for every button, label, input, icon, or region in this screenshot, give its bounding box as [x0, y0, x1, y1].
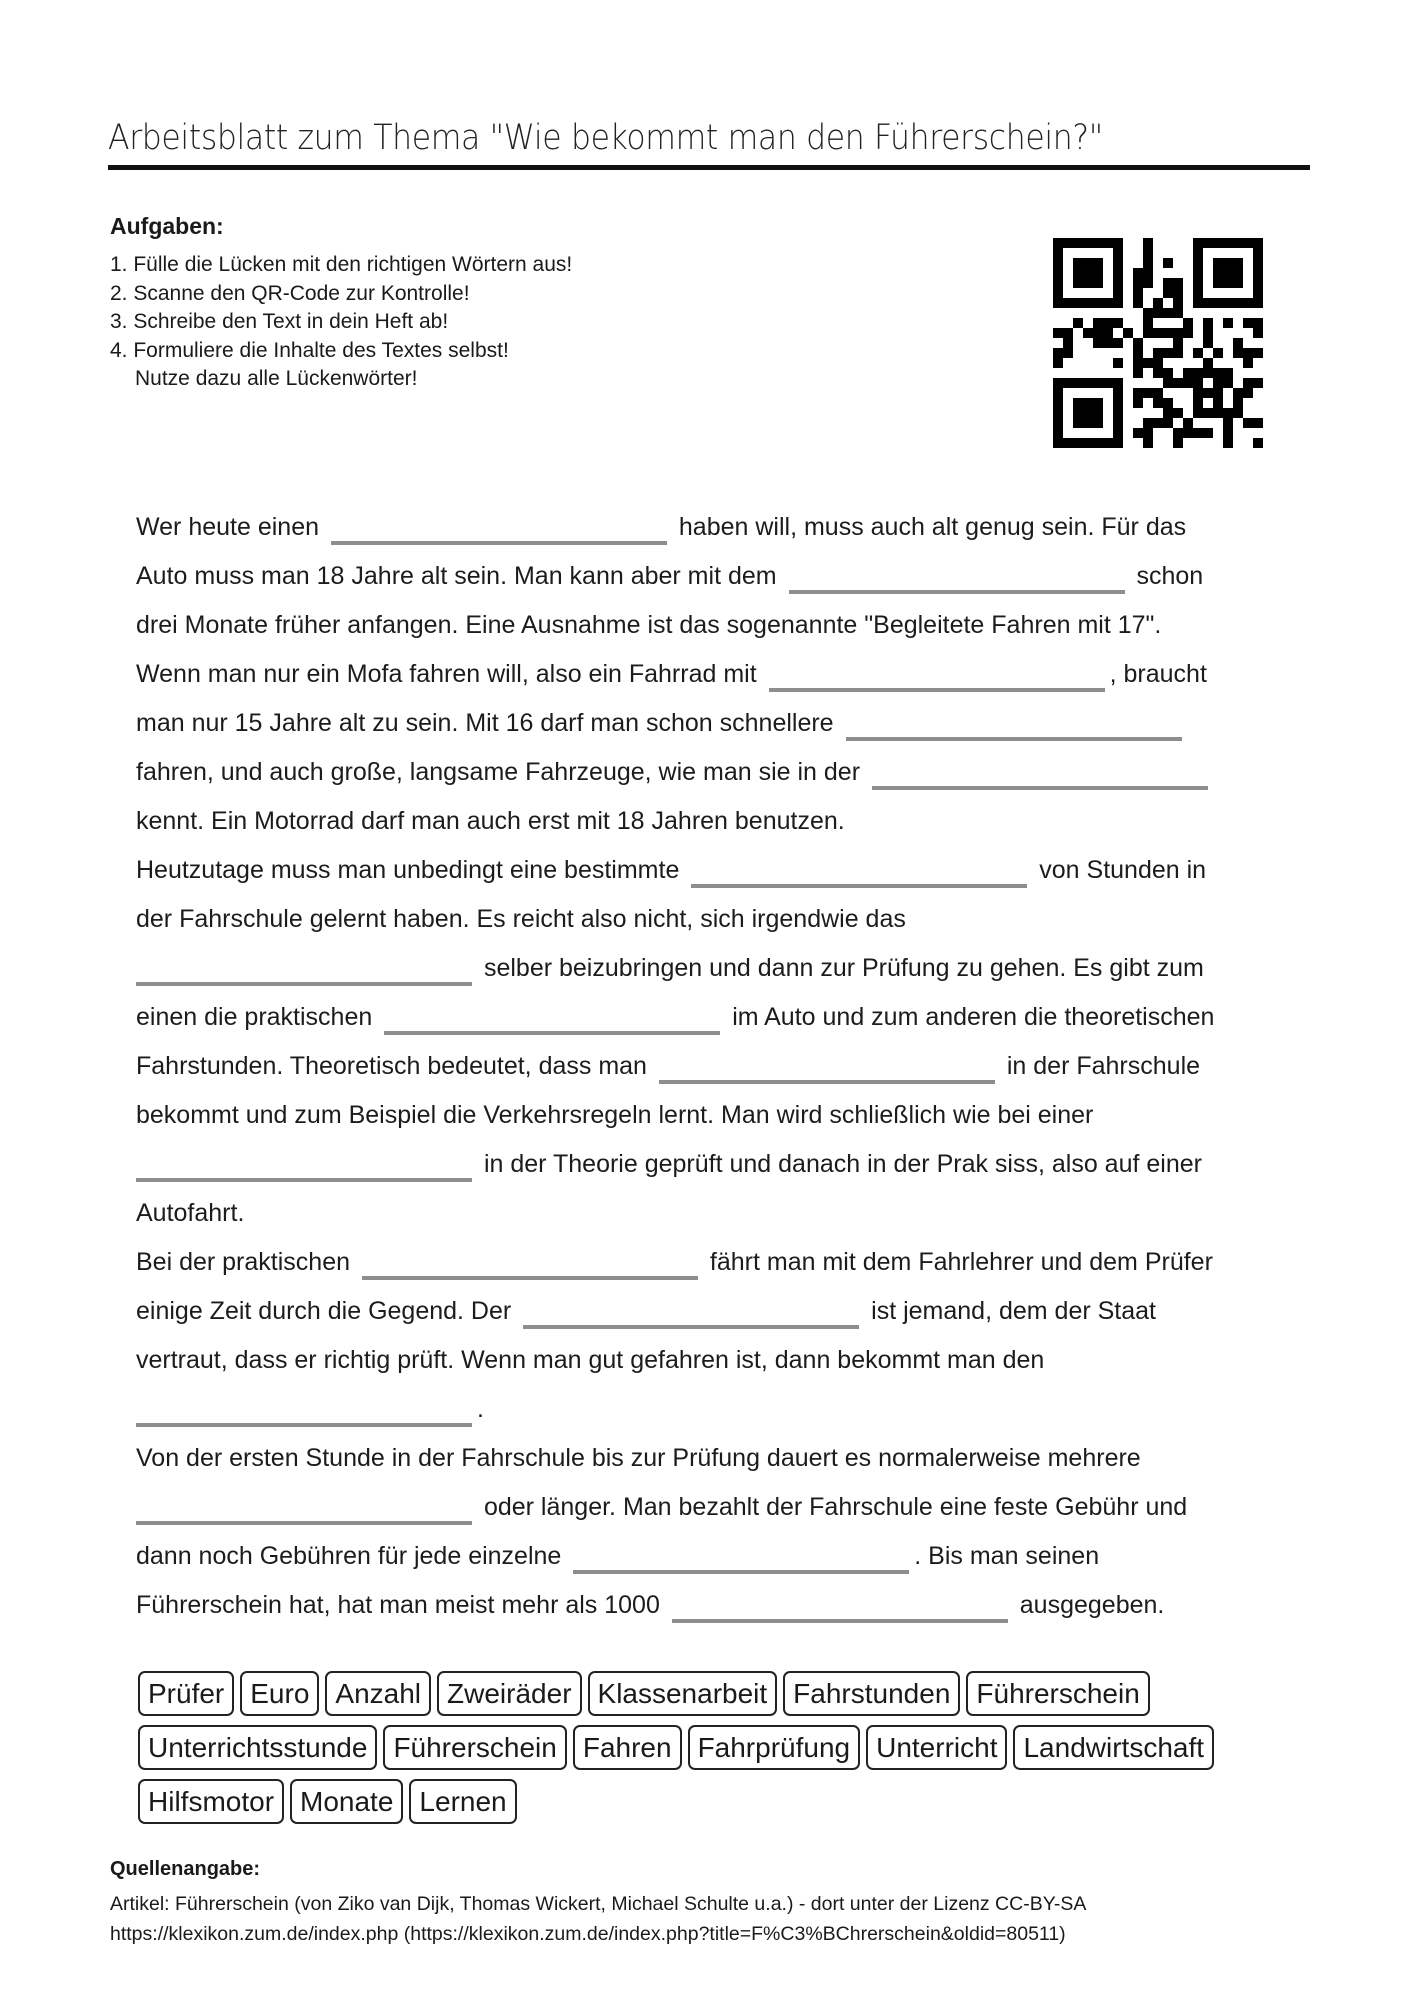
word-chip[interactable]: Prüfer: [138, 1671, 234, 1716]
blank-line[interactable]: [136, 982, 472, 986]
qr-module: [1133, 278, 1143, 288]
qr-module: [1193, 428, 1203, 438]
qr-module: [1213, 408, 1223, 418]
text-segment: einen die praktischen: [136, 1003, 373, 1031]
qr-module: [1163, 258, 1173, 268]
qr-module: [1123, 328, 1133, 338]
text-line: [136, 552, 1214, 601]
qr-module: [1133, 298, 1143, 308]
qr-module: [1073, 258, 1103, 288]
blank-line[interactable]: [846, 737, 1182, 741]
text-segment: Auto muss man 18 Jahre alt sein. Man kann aber mit dem: [136, 562, 777, 590]
qr-module: [1253, 378, 1263, 388]
text-line: [136, 748, 1214, 797]
text-segment: , braucht: [1109, 660, 1207, 688]
qr-module: [1173, 278, 1183, 288]
qr-module: [1183, 378, 1193, 388]
blank-line[interactable]: [523, 1325, 859, 1329]
text-segment: man nur 15 Jahre alt zu sein. Mit 16 darf man schon schnellere: [136, 709, 834, 737]
qr-module: [1153, 388, 1163, 398]
qr-module: [1103, 338, 1113, 348]
tasks-heading: Aufgaben:: [110, 213, 224, 239]
qr-module: [1163, 288, 1173, 298]
blank-line[interactable]: [872, 786, 1208, 790]
text-segment: Wenn man nur ein Mofa fahren will, also ein Fahrrad mit: [136, 660, 757, 688]
qr-module: [1193, 378, 1203, 388]
qr-module: [1243, 358, 1253, 368]
word-chip[interactable]: Führerschein: [383, 1725, 566, 1770]
qr-module: [1173, 348, 1183, 358]
worksheet-title: Arbeitsblatt zum Thema "Wie bekommt man den Führerschein?": [108, 118, 1103, 158]
qr-module: [1143, 438, 1153, 448]
qr-module: [1163, 308, 1173, 318]
text-line: [136, 699, 1214, 748]
word-bank-row: [138, 1725, 1268, 1770]
text-segment: fährt man mit dem Fahrlehrer und dem Prüfer: [709, 1248, 1213, 1276]
qr-module: [1223, 408, 1233, 418]
word-chip[interactable]: Klassenarbeit: [588, 1671, 778, 1716]
qr-module: [1173, 438, 1183, 448]
blank-line[interactable]: [331, 541, 667, 545]
word-chip[interactable]: Fahrstunden: [783, 1671, 960, 1716]
qr-module: [1213, 368, 1223, 378]
qr-module: [1153, 398, 1163, 408]
qr-module: [1203, 328, 1213, 338]
qr-module: [1133, 368, 1143, 378]
qr-module: [1203, 318, 1213, 328]
qr-module: [1073, 398, 1103, 428]
text-segment: der Fahrschule gelernt haben. Es reicht also nicht, sich irgendwie das: [136, 905, 906, 933]
text-line: [136, 797, 1214, 846]
text-line: [136, 601, 1214, 650]
qr-module: [1143, 238, 1153, 248]
qr-module: [1143, 358, 1153, 368]
qr-module: [1173, 288, 1183, 298]
qr-module: [1203, 408, 1213, 418]
blank-line[interactable]: [136, 1423, 472, 1427]
blank-line[interactable]: [573, 1570, 909, 1574]
qr-module: [1133, 388, 1143, 398]
qr-module: [1163, 368, 1173, 378]
qr-module: [1193, 398, 1203, 408]
qr-module: [1223, 378, 1233, 388]
qr-module: [1253, 318, 1263, 328]
blank-line[interactable]: [362, 1276, 698, 1280]
text-line: [136, 1189, 1214, 1238]
qr-module: [1163, 398, 1173, 408]
qr-module: [1253, 418, 1263, 428]
qr-module: [1113, 358, 1123, 368]
task-item: 1. Fülle die Lücken mit den richtigen Wörtern aus!: [110, 253, 573, 276]
blank-line[interactable]: [136, 1521, 472, 1525]
qr-module: [1223, 438, 1233, 448]
qr-module: [1093, 328, 1103, 338]
text-segment: ist jemand, dem der Staat: [871, 1297, 1157, 1325]
text-line: [136, 993, 1214, 1042]
qr-module: [1183, 418, 1193, 428]
word-chip[interactable]: Anzahl: [325, 1671, 431, 1716]
qr-module: [1093, 338, 1103, 348]
qr-module: [1193, 408, 1203, 418]
qr-module: [1213, 348, 1223, 358]
qr-module: [1223, 368, 1233, 378]
word-chip[interactable]: Führerschein: [966, 1671, 1149, 1716]
text-segment: Führerschein hat, hat man meist mehr als 1000: [136, 1591, 660, 1619]
qr-module: [1233, 408, 1243, 418]
qr-module: [1183, 328, 1193, 338]
qr-module: [1163, 408, 1173, 418]
qr-module: [1243, 378, 1253, 388]
word-chip[interactable]: Unterricht: [866, 1725, 1007, 1770]
qr-module: [1213, 398, 1223, 408]
qr-module: [1183, 428, 1193, 438]
qr-module: [1133, 338, 1143, 348]
text-segment: schon: [1136, 562, 1204, 590]
qr-module: [1253, 348, 1263, 358]
qr-module: [1243, 388, 1253, 398]
qr-module: [1223, 428, 1233, 438]
qr-module: [1153, 358, 1163, 368]
qr-module: [1173, 328, 1183, 338]
task-item: Nutze dazu alle Lückenwörter!: [135, 367, 418, 390]
qr-module: [1113, 338, 1123, 348]
qr-module: [1143, 258, 1153, 268]
qr-module: [1173, 408, 1183, 418]
word-chip[interactable]: Euro: [240, 1671, 319, 1716]
qr-module: [1213, 378, 1223, 388]
text-segment: Fahrstunden. Theoretisch bedeutet, dass man: [136, 1052, 647, 1080]
text-segment: kennt. Ein Motorrad darf man auch erst mit 18 Jahren benutzen.: [136, 807, 845, 835]
qr-module: [1233, 348, 1243, 358]
qr-module: [1113, 318, 1123, 328]
qr-module: [1053, 328, 1063, 338]
qr-module: [1243, 348, 1253, 358]
blank-line[interactable]: [769, 688, 1105, 692]
blank-line[interactable]: [672, 1619, 1008, 1623]
qr-module: [1243, 318, 1253, 328]
qr-module: [1143, 328, 1153, 338]
qr-module: [1173, 308, 1183, 318]
qr-module: [1163, 348, 1173, 358]
text-segment: oder länger. Man bezahlt der Fahrschule eine feste Gebühr und: [483, 1493, 1188, 1521]
qr-module: [1213, 388, 1223, 398]
cloze-text: [136, 503, 1214, 1630]
qr-module: [1233, 338, 1243, 348]
qr-module: [1143, 428, 1153, 438]
qr-module: [1143, 308, 1153, 318]
qr-module: [1063, 328, 1073, 338]
word-chip[interactable]: Monate: [290, 1779, 403, 1824]
qr-module: [1223, 318, 1233, 328]
word-bank-row: [138, 1779, 1268, 1824]
qr-module: [1233, 398, 1243, 408]
text-line: [136, 1042, 1214, 1091]
text-segment: Heutzutage muss man unbedingt eine bestimmte: [136, 856, 680, 884]
qr-module: [1183, 368, 1193, 378]
text-segment: drei Monate früher anfangen. Eine Ausnahme ist das sogenannte "Begleitete Fahren mit 17".: [136, 611, 1162, 639]
blank-line[interactable]: [659, 1080, 995, 1084]
blank-line[interactable]: [789, 590, 1125, 594]
qr-module: [1233, 388, 1243, 398]
text-line: [136, 1532, 1214, 1581]
qr-module: [1133, 348, 1143, 358]
text-line: [136, 1581, 1214, 1630]
text-segment: bekommt und zum Beispiel die Verkehrsregeln lernt. Man wird schließlich wie bei einer: [136, 1101, 1094, 1129]
text-segment: von Stunden in: [1039, 856, 1207, 884]
qr-module: [1133, 428, 1143, 438]
qr-module: [1083, 328, 1093, 338]
qr-module: [1203, 428, 1213, 438]
source-heading: Quellenangabe:: [110, 1858, 261, 1880]
qr-module: [1173, 298, 1183, 308]
qr-module: [1153, 418, 1163, 428]
word-chip[interactable]: Fahren: [573, 1725, 682, 1770]
text-line: [136, 1385, 1214, 1434]
qr-module: [1163, 328, 1173, 338]
qr-module: [1073, 318, 1083, 328]
blank-line[interactable]: [384, 1031, 720, 1035]
text-line: [136, 1434, 1214, 1483]
task-list: [110, 251, 572, 394]
qr-module: [1213, 258, 1243, 288]
qr-module: [1243, 418, 1253, 428]
text-line: [136, 503, 1214, 552]
text-line: [136, 650, 1214, 699]
qr-module: [1163, 378, 1173, 388]
qr-module: [1133, 358, 1143, 368]
blank-line[interactable]: [691, 884, 1027, 888]
text-segment: im Auto und zum anderen die theoretischen: [732, 1003, 1215, 1031]
word-bank: [138, 1671, 1268, 1833]
qr-module: [1183, 318, 1193, 328]
qr-code-icon: [1053, 238, 1263, 448]
title-divider: [108, 165, 1310, 170]
qr-module: [1063, 338, 1073, 348]
text-line: [136, 846, 1214, 895]
text-segment: Von der ersten Stunde in der Fahrschule bis zur Prüfung dauert es normalerweise mehrere: [136, 1444, 1141, 1472]
qr-module: [1063, 348, 1073, 358]
blank-line[interactable]: [136, 1178, 472, 1182]
text-segment: .: [477, 1395, 484, 1423]
qr-module: [1253, 438, 1263, 448]
text-line: [136, 944, 1214, 993]
word-chip[interactable]: Lernen: [409, 1779, 516, 1824]
qr-module: [1173, 378, 1183, 388]
source-line: Artikel: Führerschein (von Ziko van Dijk, Thomas Wickert, Michael Schulte u.a.) - dort unter der Lizenz CC-BY-SA: [110, 1893, 1087, 1915]
source-text: [110, 1889, 1086, 1949]
qr-module: [1173, 338, 1183, 348]
qr-module: [1103, 318, 1113, 328]
text-segment: fahren, und auch große, langsame Fahrzeuge, wie man sie in der: [136, 758, 861, 786]
text-segment: einige Zeit durch die Gegend. Der: [136, 1297, 512, 1325]
task-item: 2. Scanne den QR-Code zur Kontrolle!: [110, 281, 470, 305]
text-line: [136, 1336, 1214, 1385]
qr-module: [1163, 418, 1173, 428]
qr-module: [1203, 358, 1213, 368]
text-line: [136, 1140, 1214, 1189]
qr-module: [1193, 348, 1203, 358]
word-chip[interactable]: Hilfsmotor: [138, 1779, 284, 1824]
qr-module: [1153, 308, 1163, 318]
qr-module: [1203, 338, 1213, 348]
qr-module: [1133, 288, 1143, 298]
text-line: [136, 1483, 1214, 1532]
qr-module: [1133, 398, 1143, 408]
text-line: [136, 895, 1214, 944]
qr-module: [1143, 268, 1153, 278]
qr-module: [1173, 428, 1183, 438]
qr-module: [1163, 278, 1173, 288]
text-segment: Bei der praktischen: [136, 1248, 351, 1276]
text-line: [136, 1238, 1214, 1287]
qr-module: [1203, 388, 1213, 398]
task-item: 3. Schreibe den Text in dein Heft ab!: [110, 310, 449, 333]
word-bank-row: [138, 1671, 1268, 1716]
qr-module: [1103, 328, 1113, 338]
text-line: [136, 1287, 1214, 1336]
qr-module: [1193, 388, 1203, 398]
qr-module: [1253, 328, 1263, 338]
qr-module: [1093, 318, 1103, 328]
qr-module: [1153, 348, 1163, 358]
word-chip[interactable]: Zweiräder: [437, 1671, 581, 1716]
qr-module: [1153, 328, 1163, 338]
text-segment: Autofahrt.: [136, 1199, 245, 1227]
task-item: 4. Formuliere die Inhalte des Textes selbst!: [110, 338, 509, 362]
qr-module: [1143, 388, 1153, 398]
qr-module: [1193, 368, 1203, 378]
text-segment: selber beizubringen und dann zur Prüfung zu gehen. Es gibt zum: [483, 954, 1204, 982]
qr-module: [1053, 358, 1063, 368]
text-segment: Wer heute einen: [136, 513, 319, 541]
text-segment: dann noch Gebühren für jede einzelne: [136, 1542, 562, 1570]
source-line[interactable]: https://klexikon.zum.de/index.php (https://klexikon.zum.de/index.php?title=F%C3%BChrerschein&oldid=80511): [110, 1923, 1066, 1945]
word-chip[interactable]: Fahrprüfung: [688, 1725, 861, 1770]
qr-module: [1133, 268, 1143, 278]
qr-module: [1143, 418, 1153, 428]
text-segment: in der Fahrschule: [1006, 1052, 1201, 1080]
text-segment: in der Theorie geprüft und danach in der Prak siss, also auf einer: [483, 1150, 1202, 1178]
text-segment: haben will, muss auch alt genug sein. Für das: [678, 513, 1187, 541]
text-segment: ausgegeben.: [1019, 1591, 1165, 1619]
qr-module: [1143, 278, 1153, 288]
qr-module: [1143, 318, 1153, 328]
qr-module: [1053, 348, 1063, 358]
text-segment: vertraut, dass er richtig prüft. Wenn man gut gefahren ist, dann bekommt man den: [136, 1346, 1045, 1374]
text-line: [136, 1091, 1214, 1140]
qr-module: [1143, 248, 1153, 258]
qr-module: [1223, 418, 1233, 428]
text-segment: . Bis man seinen: [914, 1542, 1100, 1570]
qr-module: [1153, 368, 1163, 378]
word-chip[interactable]: Unterrichtsstunde: [138, 1725, 377, 1770]
word-chip[interactable]: Landwirtschaft: [1013, 1725, 1214, 1770]
qr-module: [1153, 298, 1163, 308]
qr-module: [1203, 368, 1213, 378]
